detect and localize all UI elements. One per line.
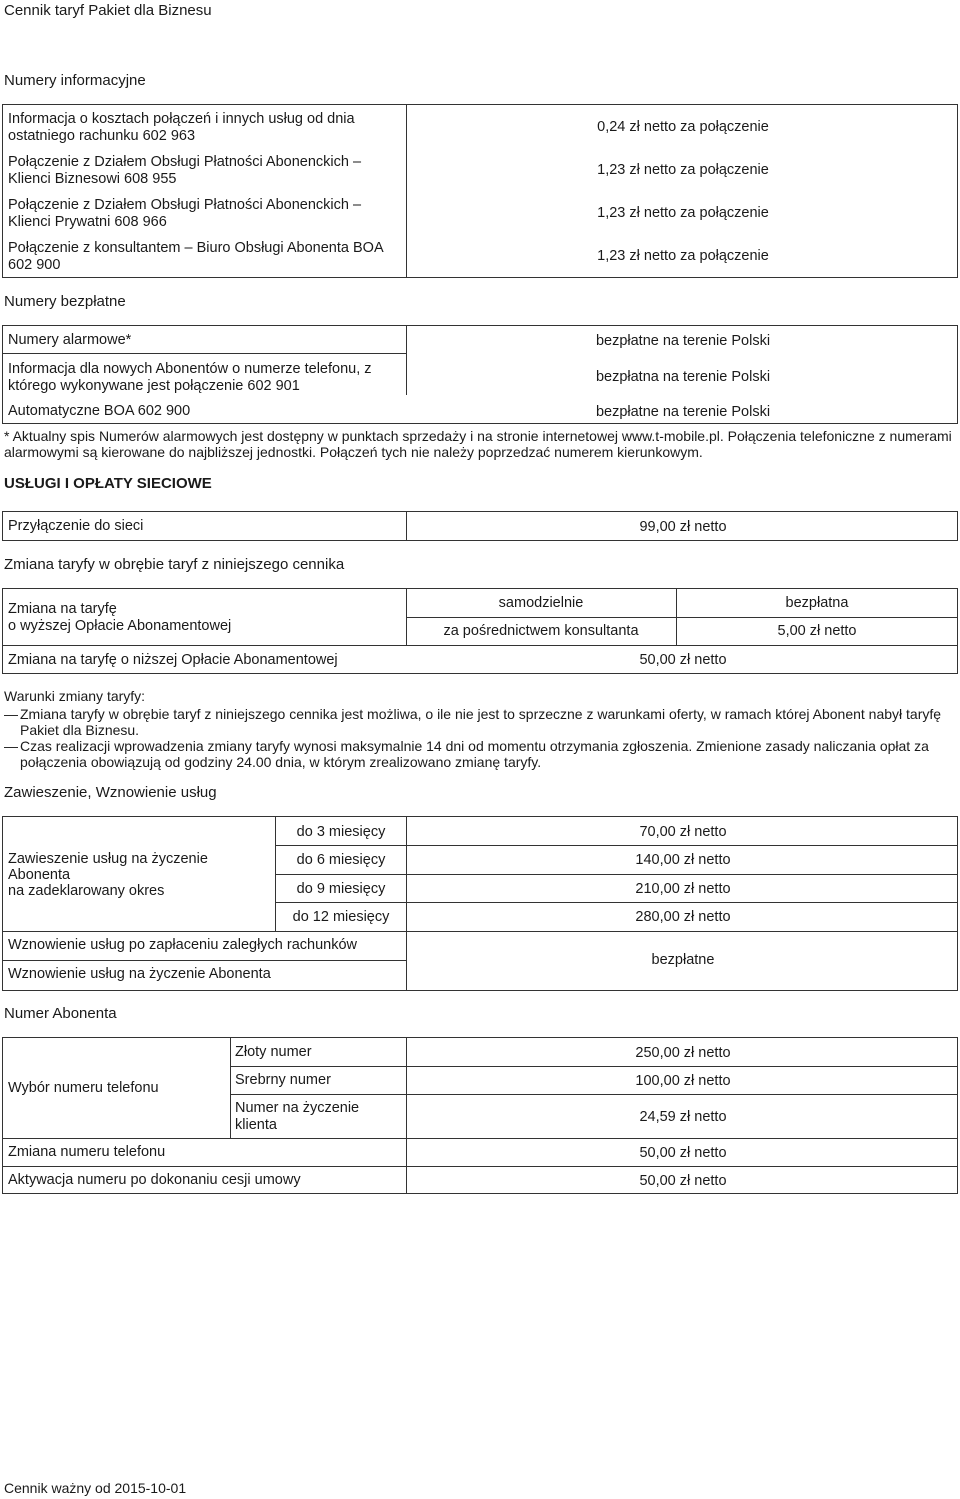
free-section-title: Numery bezpłatne <box>4 293 126 310</box>
number-option: Srebrny numer <box>235 1072 331 1088</box>
table-row: Połączenie z Działem Obsługi Płatności Abonenckich – Klienci Prywatni 608 966 <box>8 197 362 230</box>
price-value: 0,24 zł netto za połączenie <box>597 119 769 135</box>
tariff-change-title: Zmiana taryfy w obrębie taryf z niniejszego cennika <box>4 556 345 573</box>
conditions-title: Warunki zmiany taryfy: <box>4 688 146 704</box>
period-label: do 6 miesięcy <box>296 852 386 868</box>
price-value: 210,00 zł netto <box>635 881 731 897</box>
self-service-label: samodzielnie <box>498 595 584 611</box>
info-section-title: Numery informacyjne <box>4 72 146 89</box>
free-numbers-table <box>2 325 958 424</box>
price-value: 24,59 zł netto <box>639 1109 727 1125</box>
price-value: bezpłatna <box>785 595 849 611</box>
price-value: 50,00 zł netto <box>639 652 727 668</box>
condition-item: Czas realizacji wprowadzenia zmiany taryfy wynosi maksymalnie 14 dni od momentu otrzymania zgłoszenia. Zmienione zasady naliczania opłat za połączenia obowiązują od godziny 24.00 dnia, w którym zrealizowano zmianę taryfy. <box>20 738 929 770</box>
condition-item: Zmiana taryfy w obrębie taryf z niniejszego cennika jest możliwa, o ile nie jest to sprzeczne z warunkami oferty, w ramach której Abonent nabył taryfę Pakiet dla Biznesu. <box>20 706 942 738</box>
price-value: 1,23 zł netto za połączenie <box>597 248 769 264</box>
dash-bullet: — <box>4 738 18 754</box>
higher-tariff-label: Zmiana na taryfę <box>8 601 117 617</box>
resume-request-label: Wznowienie usług na życzenie Abonenta <box>8 966 271 982</box>
consultant-label: za pośrednictwem konsultanta <box>443 623 639 639</box>
price-value: 50,00 zł netto <box>639 1173 727 1189</box>
price-value: bezpłatne na terenie Polski <box>595 333 771 349</box>
suspend-label: Zawieszenie usług na życzenie <box>8 851 208 867</box>
price-value: 50,00 zł netto <box>639 1145 727 1161</box>
connection-label: Przyłączenie do sieci <box>8 518 144 534</box>
price-value: 280,00 zł netto <box>635 909 731 925</box>
period-label: do 12 miesięcy <box>292 909 390 925</box>
table-row: Połączenie z Działem Obsługi Płatności Abonenckich – Klienci Biznesowi 608 955 <box>8 154 362 187</box>
higher-tariff-label: o wyższej Opłacie Abonamentowej <box>8 618 232 634</box>
price-value: bezpłatne na terenie Polski <box>595 404 771 420</box>
price-value: 99,00 zł netto <box>639 519 727 535</box>
suspension-table <box>2 816 958 991</box>
number-option: Złoty numer <box>235 1044 312 1060</box>
footnote: * Aktualny spis Numerów alarmowych jest dostępny w punktach sprzedaży i na stronie internetowej www.t-mobile.pl. Połączenia telefoniczne z numerami alarmowymi są kierowane do najbliższej jednostki. Połączeń tych nie należy poprzedzać numerem kierunkowym. <box>4 428 952 460</box>
info-numbers-table <box>2 104 958 278</box>
price-value: bezpłatna na terenie Polski <box>595 369 771 385</box>
number-activation-label: Aktywacja numeru po dokonaniu cesji umowy <box>8 1172 301 1188</box>
suspension-title: Zawieszenie, Wznowienie usług <box>4 784 217 801</box>
dash-bullet: — <box>4 706 18 722</box>
price-value: 250,00 zł netto <box>635 1045 731 1061</box>
table-row: Informacja o kosztach połączeń i innych usług od dnia ostatniego rachunku 602 963 <box>8 111 355 144</box>
suspend-label: Abonenta <box>8 867 71 883</box>
price-value: bezpłatne <box>651 952 715 968</box>
price-value: 70,00 zł netto <box>639 824 727 840</box>
table-row: Połączenie z konsultantem – Biuro Obsługi Abonenta BOA 602 900 <box>8 240 383 273</box>
table-row: Numery alarmowe* <box>8 332 132 348</box>
footer-validity: Cennik ważny od 2015-10-01 <box>4 1480 187 1496</box>
period-label: do 3 miesięcy <box>296 824 386 840</box>
price-value: 140,00 zł netto <box>635 852 731 868</box>
price-value: 1,23 zł netto za połączenie <box>597 205 769 221</box>
price-value: 5,00 zł netto <box>777 623 857 639</box>
price-value: 100,00 zł netto <box>635 1073 731 1089</box>
number-option: Numer na życzenie klienta <box>235 1100 360 1133</box>
number-change-label: Zmiana numeru telefonu <box>8 1144 166 1160</box>
services-heading: USŁUGI I OPŁATY SIECIOWE <box>4 475 212 492</box>
period-label: do 9 miesięcy <box>296 881 386 897</box>
table-row: Automatyczne BOA 602 900 <box>8 403 191 419</box>
number-choice-label: Wybór numeru telefonu <box>8 1080 159 1096</box>
table-row: Informacja dla nowych Abonentów o numerze telefonu, z którego wykonywane jest połączenie 602 901 <box>8 361 372 394</box>
suspend-label: na zadeklarowany okres <box>8 883 165 899</box>
subscriber-number-title: Numer Abonenta <box>4 1005 117 1022</box>
resume-arrears-label: Wznowienie usług po zapłaceniu zaległych rachunków <box>8 937 358 953</box>
lower-tariff-label: Zmiana na taryfę o niższej Opłacie Abonamentowej <box>8 652 338 668</box>
page-title: Cennik taryf Pakiet dla Biznesu <box>4 2 212 19</box>
subscriber-number-table <box>2 1037 958 1194</box>
connection-table <box>2 511 958 541</box>
price-value: 1,23 zł netto za połączenie <box>597 162 769 178</box>
tariff-change-table <box>2 588 958 674</box>
